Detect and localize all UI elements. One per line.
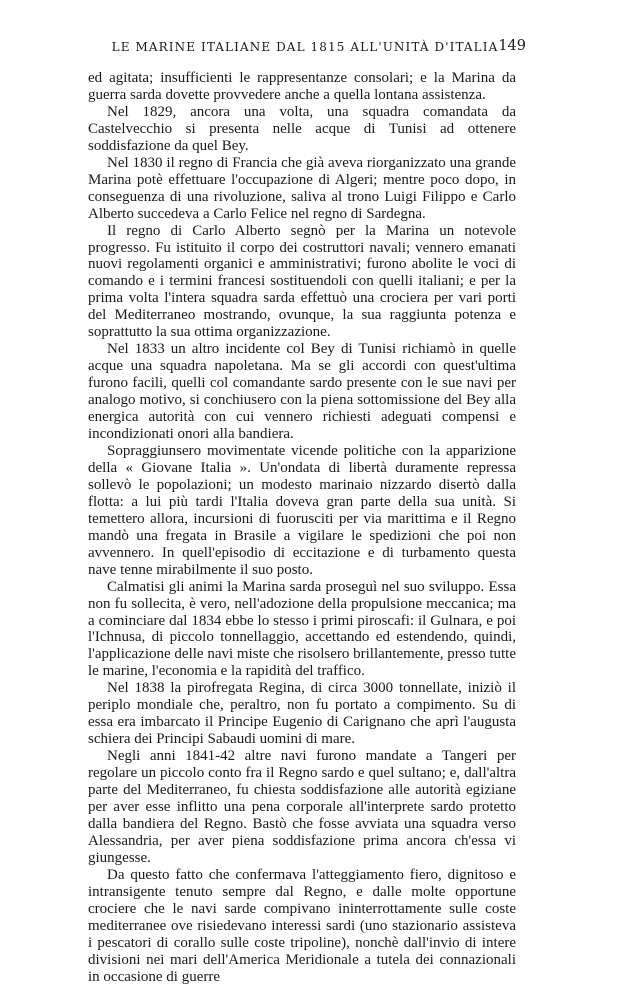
paragraph: Nel 1833 un altro incidente col Bey di Tunisi richiamò in quelle acque una squadra napoletana. Ma se gli accordi con quest'ultima furono facili, quelli col comandante sardo presente con le sue navi per analogo motivo, si conchiusero con la piena sottomissione del Bey alla energica autorità con cui vennero richiesti adeguati compensi e incondizionati onori alla bandiera. [88,341,516,443]
page-body [88,70,516,985]
running-header [88,38,526,54]
paragraph: Nel 1838 la pirofregata Regina, di circa 3000 tonnellate, iniziò il periplo mondiale che, peraltro, non fu portato a compimento. Su di essa era imbarcato il Principe Eugenio di Carignano che aprì l'augusta schiera dei Principi Sabaudi uomini di mare. [88,680,516,748]
paragraph: Da questo fatto che confermava l'atteggiamento fiero, dignitoso e intransigente tenuto sempre dal Regno, e dalle molte opportune crociere che le navi sarde compivano ininterrottamente sulle coste mediterranee ove risiedevano interessi sardi (uno stazionario assisteva i pescatori di corallo sulle coste tripoline), nonchè dall'invio di intere divisioni nei mari dell'America Meridionale a tutela dei connazionali in occasione di guerre [88,866,516,985]
paragraph: Sopraggiunsero movimentate vicende politiche con la apparizione della « Giovane Italia ». Un'ondata di libertà duramente repressa sollevò le popolazioni; un modesto marinaio nizzardo disertò dalla flotta: a lui più tardi l'Italia doveva gran parte della sua unità. Si temettero allora, incursioni di fuorusciti per via marittima e il Regno mandò una fregata in Brasile a vigilare le spedizioni che poi non avvennero. In quell'episodio di eccitazione e di turbamento questa nave tenne mirabilmente il suo posto. [88,442,516,578]
paragraph: ed agitata; insufficienti le rappresentanze consolari; e la Marina da guerra sarda dovette provvedere anche a quella lontana assistenza. [88,70,516,103]
paragraph: Calmatisi gli animi la Marina sarda proseguì nel suo sviluppo. Essa non fu sollecita, è vero, nell'adozione della propulsione meccanica; ma a cominciare dal 1834 ebbe lo stesso i primi piroscafi: il Gulnara, e poi l'Ichnusa, di piccolo tonnellaggio, accettando ed estendendo, quindi, l'applicazione delle navi miste che risolsero brillantemente, presso tutte le marine, l'economia e la rapidità del traffico. [88,578,516,680]
page-number: 149 [498,38,526,54]
paragraph: Negli anni 1841-42 altre navi furono mandate a Tangeri per regolare un piccolo conto fra il Regno sardo e quel sultano; e, dall'altra parte del Mediterraneo, fu chiesta soddisfazione alle autorità egiziane per aver esse inflitto una pena corporale all'interprete sardo protetto dalla bandiera del Regno. Bastò che fosse avviata una squadra verso Alessandria, per aver piena soddisfazione prima ancora ch'essa vi giungesse. [88,748,516,866]
paragraph: Nel 1830 il regno di Francia che già aveva riorganizzato una grande Marina potè effettuare l'occupazione di Algeri; mentre poco dopo, in conseguenza di una rivoluzione, saliva al trono Luigi Filippo e Carlo Alberto succedeva a Carlo Felice nel regno di Sardegna. [88,154,516,222]
running-title: LE MARINE ITALIANE DAL 1815 ALL'UNITÀ D'ITALIA [111,40,499,54]
paragraph: Il regno di Carlo Alberto segnò per la Marina un notevole progresso. Fu istituito il corpo dei costruttori navali; vennero emanati nuovi regolamenti organici e amministrativi; furono abolite le voci di comando e i termini francesi sostituendoli con quelli italiani; e per la prima volta l'intera squadra sarda effettuò una crociera per vari porti del Mediterraneo mostrando, ovunque, la sua raggiunta potenza e soprattutto la sua ottima organizzazione. [88,222,516,341]
paragraph: Nel 1829, ancora una volta, una squadra comandata da Castelvecchio si presenta nelle acque di Tunisi ad ottenere soddisfazione da quel Bey. [88,103,516,154]
